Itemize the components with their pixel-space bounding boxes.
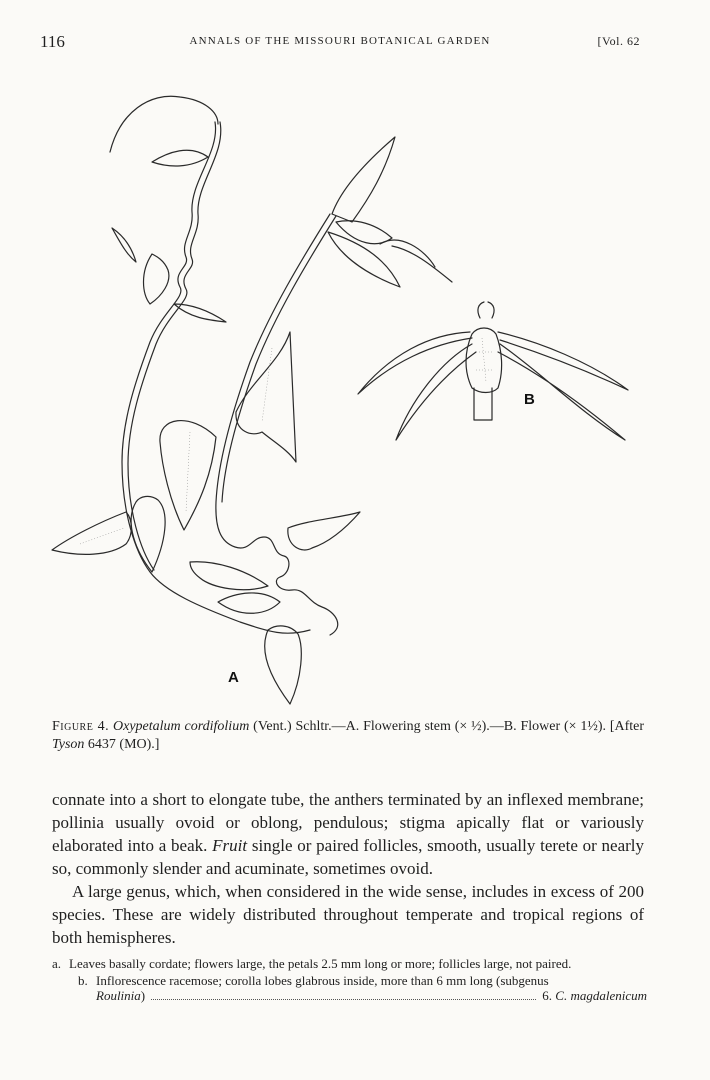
stem-left-inner <box>128 122 221 570</box>
stem-left <box>122 122 310 633</box>
caption-specimen: 6437 (MO).] <box>87 737 160 752</box>
key-b-species: C. magdalenicum <box>555 988 647 1003</box>
leaf-top <box>152 150 208 166</box>
key-b-subgenus: Roulinia <box>96 988 141 1003</box>
flower-b-lobe-left-1 <box>358 332 472 394</box>
caption-text: (Vent.) Schltr.—A. Flowering stem (× ½).—B. Flower (× 1½). [After <box>253 719 645 734</box>
key-couplet-a <box>52 956 647 971</box>
leaf-bottom-mid-2 <box>218 593 280 613</box>
flower-b-lobe-right-2 <box>498 344 625 440</box>
flower-b-corona-left <box>478 302 484 318</box>
key-leader-dots <box>151 999 536 1000</box>
leaf-curl-upper <box>112 228 136 262</box>
caption-species: Oxypetalum cordifolium <box>113 719 250 734</box>
key-couplet-b-continued <box>96 988 647 1003</box>
leaf-bottom-mid <box>190 562 268 590</box>
leaf-center <box>160 421 216 530</box>
key-a-lead: a. <box>52 956 62 971</box>
page-number: 116 <box>40 32 65 51</box>
leaf-big-right <box>236 332 296 462</box>
paragraph-2: A large genus, which, when considered in the wide sense, includes in excess of 200 species. These are widely distributed throughout temperate and tropical regions of both hemispheres. <box>52 882 644 947</box>
paragraph-1-text-2: single or paired follicles, smooth, usually terete or nearly so, commonly slender and acuminate, sometimes ovoid. <box>52 836 645 878</box>
flower-b-corona-right <box>488 302 494 318</box>
running-title: ANNALS OF THE MISSOURI BOTANICAL GARDEN <box>189 35 491 47</box>
flower-a-tendril <box>380 240 452 282</box>
leaf-bottom-right <box>288 512 360 550</box>
panel-label-a: A <box>228 669 239 686</box>
key-b-lead: b. <box>78 973 88 988</box>
leaf-bottom-tip <box>265 626 302 704</box>
volume-label: [Vol. 62 <box>597 34 640 48</box>
flower-a-petal-1 <box>332 137 395 222</box>
key-couplet-b <box>52 973 647 988</box>
flower-a-petal-2 <box>336 221 392 244</box>
flower-b-lobe-right-1 <box>498 332 628 390</box>
paragraph-1 <box>52 788 644 880</box>
botanical-illustration <box>40 82 660 712</box>
panel-label-b: B <box>524 391 535 408</box>
key-b-close: ) <box>140 988 146 1003</box>
figure-caption <box>52 718 644 754</box>
stem-right <box>216 214 338 635</box>
key-b-number: 6. <box>542 988 553 1003</box>
identification-key <box>52 956 647 1003</box>
leaf-upper-left <box>144 254 169 304</box>
caption-collector: Tyson <box>52 737 85 752</box>
leaf-mid-left <box>174 304 226 322</box>
key-a-text: Leaves basally cordate; flowers large, the petals 2.5 mm long or more; follicles large, not paired. <box>69 956 572 971</box>
leaf-bottom-left <box>52 512 131 554</box>
stem-top-curl <box>110 96 218 152</box>
page-header <box>40 32 640 56</box>
paragraph-1-fruit: Fruit <box>212 836 248 855</box>
illustration-svg <box>40 82 660 712</box>
stem-right-inner <box>222 216 336 502</box>
key-b-text: Inflorescence racemose; corolla lobes glabrous inside, more than 6 mm long (subgenus <box>96 973 549 988</box>
paragraph-1-text: connate into a short to elongate tube, the anthers terminated by an inflexed membrane; pollinia usually ovoid or oblong, pendulous; stigma apically flat or variously elaborated into a beak. <box>52 790 644 855</box>
caption-label: Figure 4. <box>52 719 110 734</box>
